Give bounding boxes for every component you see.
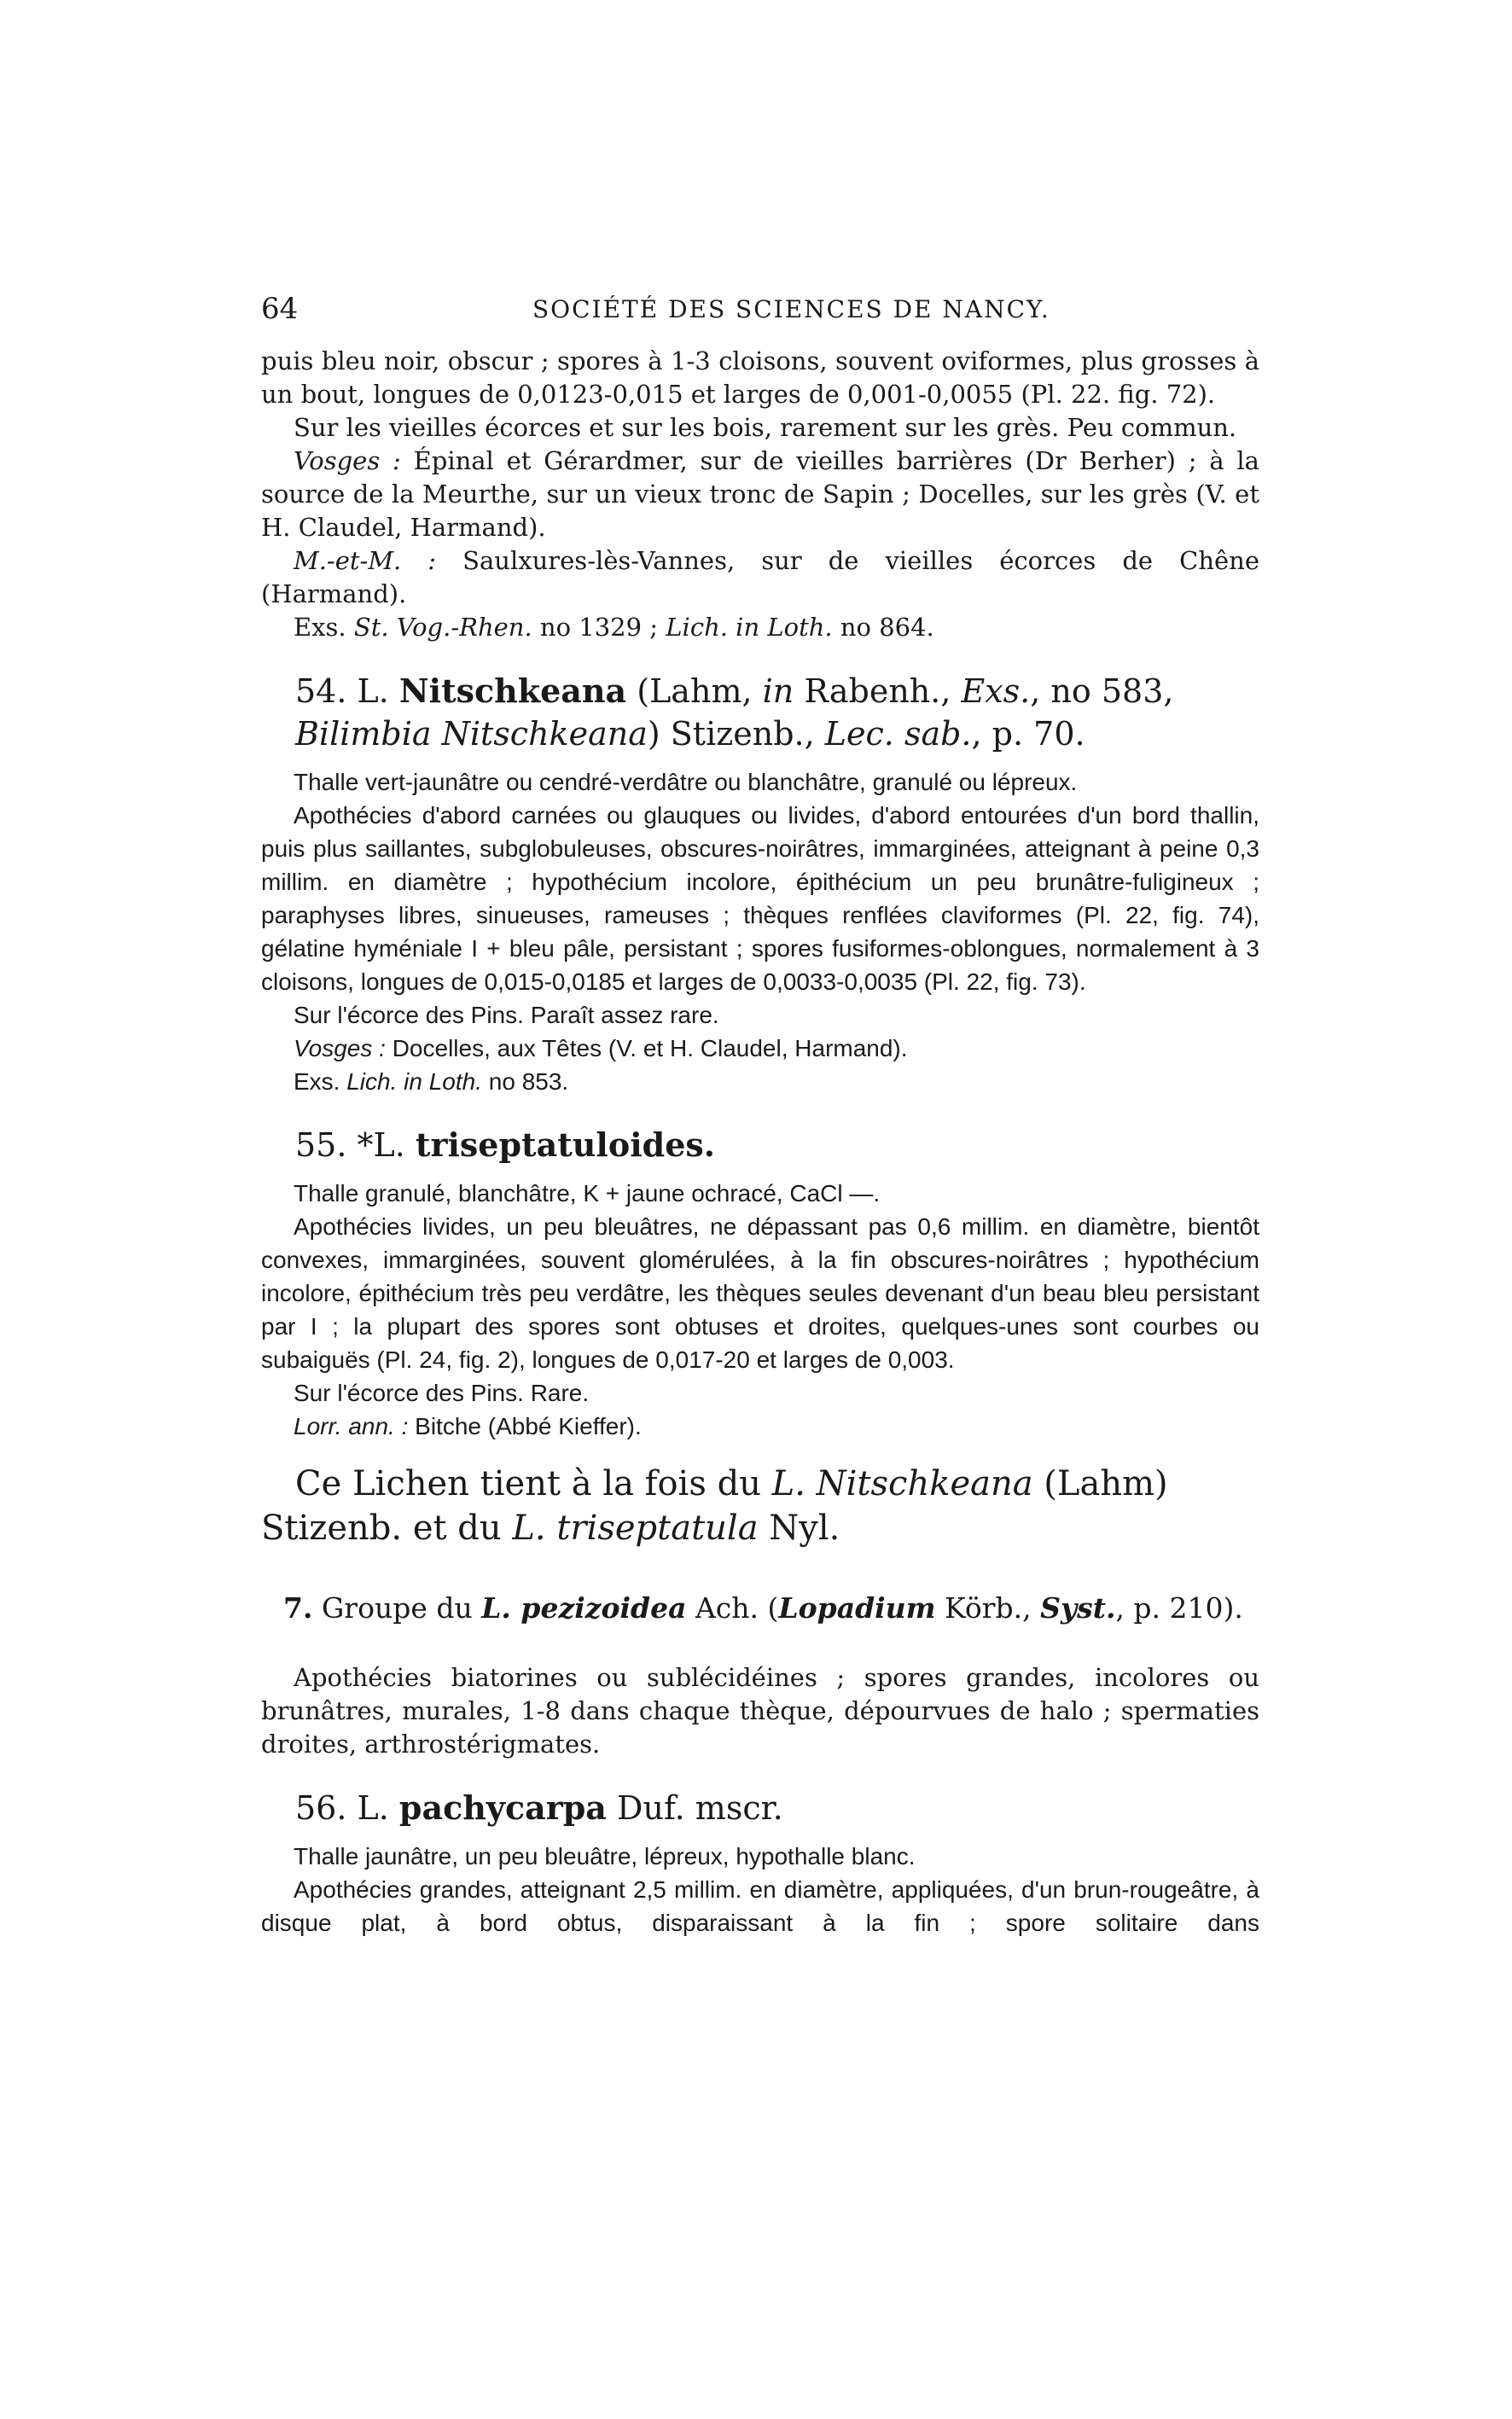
- locality-text: Saulxures-lès-Vannes, sur de vieilles écorces de Chêne (Harmand).: [261, 546, 1259, 608]
- paragraph-53-exsiccata: [261, 611, 1259, 644]
- species-54-heading: [261, 670, 1259, 755]
- species-56-heading: [261, 1787, 1259, 1829]
- group-title: Körb.,: [935, 1591, 1041, 1625]
- note-text: Nyl.: [758, 1509, 840, 1548]
- group-title: Syst.: [1040, 1591, 1116, 1625]
- paragraph-56-apothecia: Apothécies grandes, atteignant 2,5 millim. en diamètre, appliquées, d'un brun-rougeâtre, à disque plat, à bord obtus, disparaissant à la fin ; spore solitaire dans: [261, 1876, 1259, 1936]
- citation: , no 583,: [1030, 672, 1174, 710]
- locality-label: Vosges :: [294, 446, 401, 475]
- species-54-heading-wrap: [261, 670, 1259, 755]
- species-name: Nitschkeana: [398, 672, 627, 710]
- running-head: SOCIÉTÉ DES SCIENCES DE NANCY.: [532, 295, 1050, 323]
- species-55-heading: [261, 1124, 1259, 1166]
- citation: Duf. mscr.: [606, 1789, 783, 1827]
- species-name: triseptatuloides.: [415, 1125, 715, 1164]
- group-7-heading: [261, 1590, 1259, 1627]
- exs-number: no 864.: [832, 613, 934, 642]
- species-55-heading-wrap: [261, 1124, 1259, 1166]
- paragraph-55-note: [261, 1462, 1259, 1550]
- paragraph-53-meurthe: [261, 544, 1259, 611]
- note-text: (Lahm) Stizenb. et du: [261, 1464, 1168, 1548]
- citation: Lec. sab.: [824, 715, 972, 753]
- citation: (Lahm,: [626, 672, 763, 710]
- locality-label: Vosges :: [294, 1035, 386, 1061]
- exs-number: no 853.: [482, 1068, 569, 1095]
- paragraph-54-thallus: Thalle vert-jaunâtre ou cendré-verdâtre ou blanchâtre, granulé ou lépreux.: [294, 769, 1078, 795]
- citation: Rabenh.,: [794, 672, 962, 710]
- paragraph-54-vosges: [261, 1032, 1259, 1065]
- exs-title: Lich. in Loth.: [346, 1068, 483, 1095]
- species-number: 56. L.: [295, 1789, 399, 1827]
- paragraph-group-7-description: Apothécies biatorines ou sublécidéines ; spores grandes, incolores ou brunâtres, murales, 1-8 dans chaque thèque, dépourvues de halo ; spermaties droites, arthrostérigmates.: [261, 1663, 1259, 1759]
- species-56-heading-wrap: [261, 1787, 1259, 1829]
- group-title: Ach. (: [686, 1591, 779, 1625]
- paragraph-55-thallus: Thalle granulé, blanchâtre, K + jaune ochracé, CaCl —.: [294, 1180, 881, 1207]
- paragraph-55-apothecia: Apothécies livides, un peu bleuâtres, ne dépassant pas 0,6 millim. en diamètre, bientôt convexes, immarginées, souvent glomérulées, à la fin obscures-noirâtres ; hypothécium incolore, épithécium très peu verdâtre, les thèques seules devenant d'un beau bleu persistant par I ; la plupart des spores sont obtuses et droites, quelques-unes sont courbes ou subaiguës (Pl. 24, fig. 2), longues de 0,017-20 et larges de 0,003.: [261, 1213, 1259, 1373]
- paragraph-55-habitat: Sur l'écorce des Pins. Rare.: [294, 1380, 590, 1406]
- exs-title: Lich. in Loth.: [666, 613, 833, 642]
- group-title: Groupe du: [312, 1591, 482, 1625]
- citation: ) Stizenb.,: [647, 715, 825, 753]
- paragraph-56-thallus: Thalle jaunâtre, un peu bleuâtre, lépreux, hypothalle blanc.: [294, 1843, 916, 1869]
- species-number: 55. *L.: [295, 1126, 416, 1164]
- species-name: pachycarpa: [398, 1788, 607, 1827]
- page-body: [261, 345, 1259, 1939]
- citation: , p. 70.: [971, 715, 1085, 753]
- locality-text: Bitche (Abbé Kieffer).: [408, 1413, 642, 1439]
- note-text: Ce Lichen tient à la fois du: [295, 1464, 772, 1503]
- note-taxon: L. triseptatula: [512, 1509, 759, 1548]
- exs-title: St. Vog.-Rhen.: [353, 613, 532, 642]
- paragraph-54-exsiccata: [261, 1065, 1259, 1098]
- species-number: 54. L.: [295, 672, 399, 710]
- locality-label: Lorr. ann. :: [294, 1413, 409, 1439]
- paragraph-53-description: puis bleu noir, obscur ; spores à 1-3 cloisons, souvent oviformes, plus grosses à un bout, longues de 0,0123-0,015 et larges de 0,001-0,0055 (Pl. 22. fig. 72).: [261, 346, 1259, 409]
- locality-text: Épinal et Gérardmer, sur de vieilles barrières (Dr Berher) ; à la source de la Meurthe, sur un vieux tronc de Sapin ; Docelles, sur les grès (V. et H. Claudel, Harmand).: [261, 446, 1259, 542]
- paragraph-54-apothecia: Apothécies d'abord carnées ou glauques ou livides, d'abord entourées d'un bord thallin, puis plus saillantes, subglobuleuses, obscures-noirâtres, immarginées, atteignant à peine 0,3 millim. en diamètre ; hypothécium incolore, épithécium un peu brunâtre-fuligineux ; paraphyses libres, sinueuses, rameuses ; thèques renflées claviformes (Pl. 22, fig. 74), gélatine hyméniale I + bleu pâle, persistant ; spores fusiformes-oblongues, normalement à 3 cloisons, longues de 0,015-0,0185 et larges de 0,0033-0,0035 (Pl. 22, fig. 73).: [261, 802, 1259, 995]
- exs-prefix: Exs.: [294, 613, 354, 642]
- citation: Exs.: [961, 672, 1031, 710]
- group-title: , p. 210).: [1115, 1591, 1243, 1625]
- group-number: 7.: [283, 1591, 313, 1625]
- page-number: 64: [261, 292, 299, 326]
- exs-prefix: Exs.: [294, 1068, 347, 1095]
- synonym: Bilimbia Nitschkeana: [295, 715, 648, 753]
- group-taxon: Lopadium: [778, 1591, 936, 1625]
- paragraph-53-vosges: [261, 445, 1259, 544]
- locality-label: M.-et-M. :: [294, 546, 437, 575]
- citation: in: [762, 672, 794, 710]
- note-taxon: L. Nitschkeana: [771, 1464, 1033, 1503]
- locality-text: Docelles, aux Têtes (V. et H. Claudel, Harmand).: [385, 1035, 908, 1061]
- paragraph-53-habitat: Sur les vieilles écorces et sur les bois, rarement sur les grès. Peu commun.: [294, 413, 1237, 442]
- paragraph-54-habitat: Sur l'écorce des Pins. Paraît assez rare.: [294, 1002, 719, 1028]
- paragraph-55-locality: [261, 1410, 1259, 1443]
- exs-number: no 1329 ;: [532, 613, 666, 642]
- group-taxon: L. pezizoidea: [481, 1591, 687, 1625]
- page-header: [261, 292, 1259, 329]
